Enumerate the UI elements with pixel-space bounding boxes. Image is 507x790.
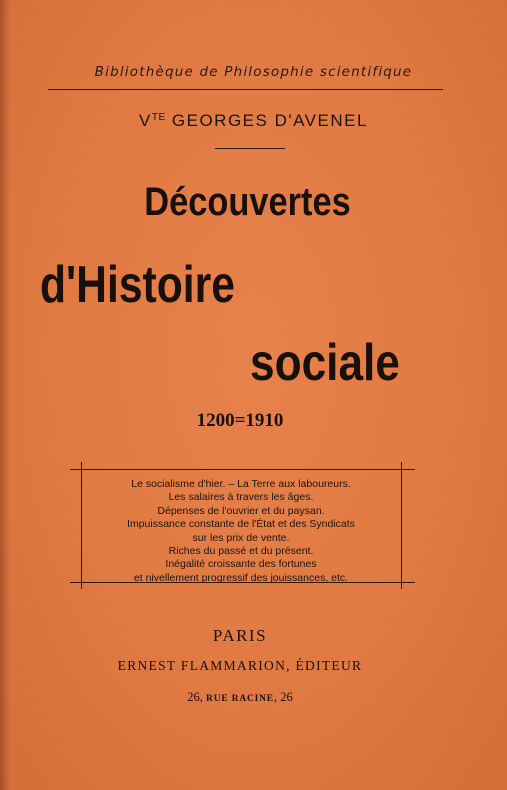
contents-line: Le socialisme d'hier. – La Terre aux laboureurs. xyxy=(131,478,351,490)
author-name: GEORGES D'AVENEL xyxy=(165,111,368,130)
contents-line: Dépenses de l'ouvrier et du paysan. xyxy=(157,504,325,517)
frame-rule-top xyxy=(70,469,415,470)
contents-line: Les salaires à travers les âges. xyxy=(168,491,314,504)
author-prefix: V xyxy=(139,111,152,130)
contents-line: Impuissance constante de l'État et des Syndicats xyxy=(127,518,355,531)
contents-line: Inégalité croissante des fortunes xyxy=(165,558,317,571)
address-number: 26, xyxy=(187,690,207,704)
author xyxy=(0,111,507,131)
contents-line: sur les prix de vente. xyxy=(192,531,290,544)
imprint-publisher: ERNEST FLAMMARION, ÉDITEUR xyxy=(117,658,363,673)
title-line-1: Découvertes xyxy=(144,180,351,224)
contents-line: et nivellement progressif des jouissances, etc. xyxy=(133,571,349,584)
address-number: , 26 xyxy=(273,690,293,704)
author-prefix-sup: TE xyxy=(151,112,166,123)
top-rule xyxy=(48,89,443,90)
imprint-city: PARIS xyxy=(212,626,268,645)
author-rule xyxy=(215,148,285,149)
contents-list xyxy=(76,478,406,585)
series-title: Bibliothèque de Philosophie scientifique xyxy=(94,64,413,80)
title-line-2: d'Histoire xyxy=(40,256,235,314)
contents-line: Riches du passé et du présent. xyxy=(168,545,314,558)
address-street: RUE RACINE xyxy=(206,694,274,704)
date-range: 1200=1910 xyxy=(196,410,284,431)
imprint-address xyxy=(0,690,480,705)
title-line-3: sociale xyxy=(250,334,400,392)
